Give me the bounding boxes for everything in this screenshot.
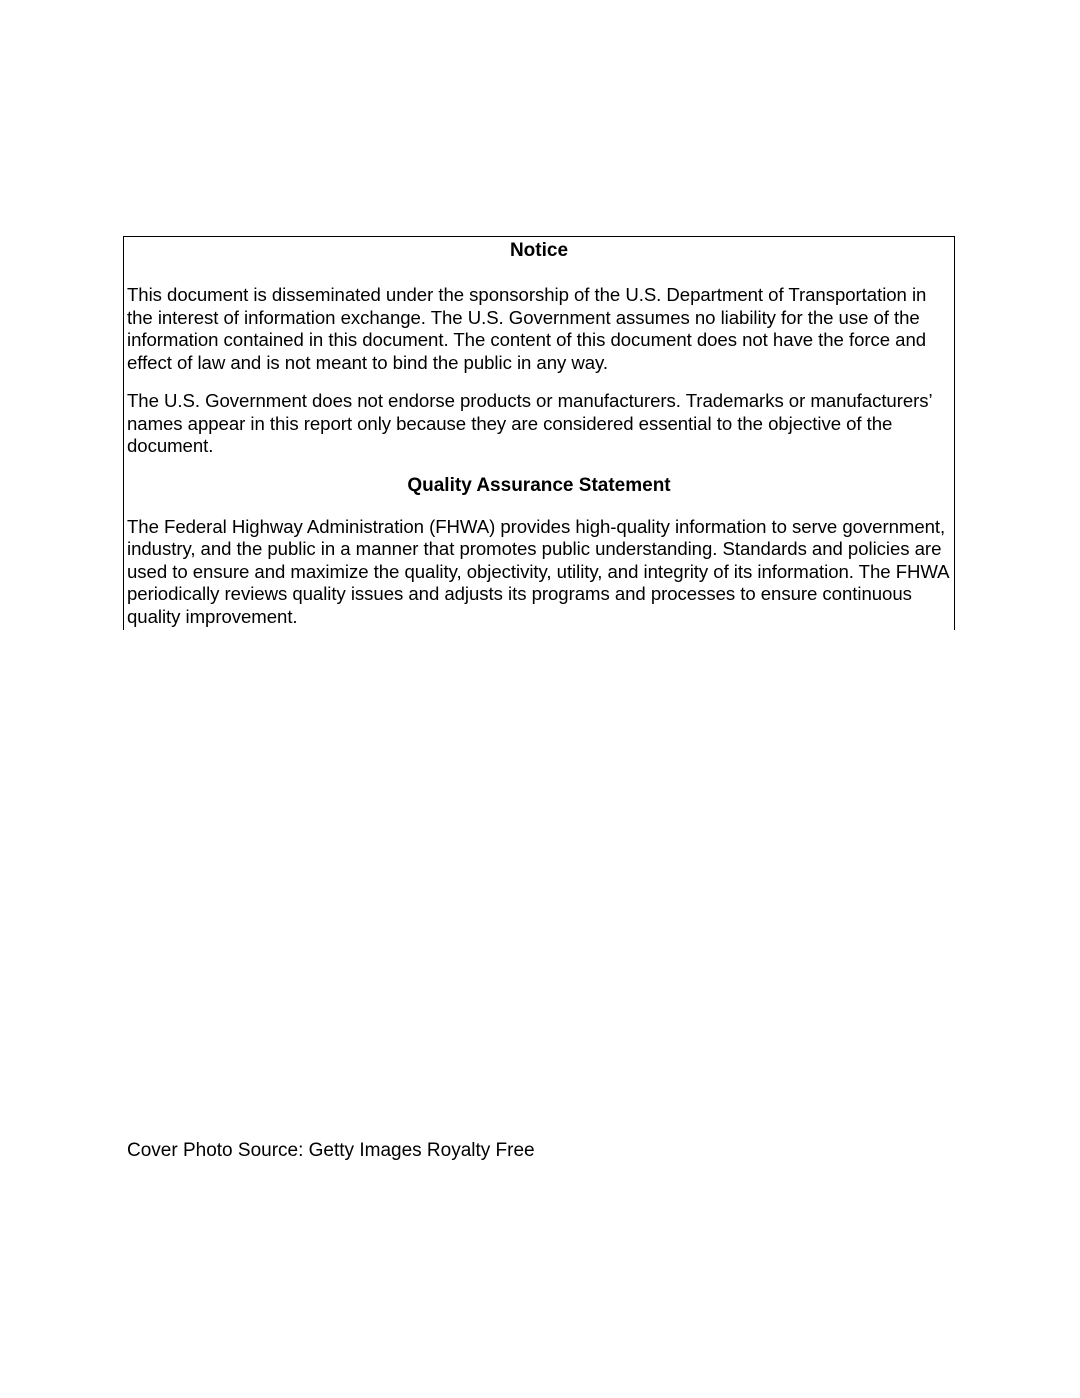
notice-paragraph-endorsement: The U.S. Government does not endorse products or manufacturers. Trademarks or manufacturers’ names appear in this report only because they are considered essential to the objective of the document. [127, 390, 932, 456]
quality-assurance-paragraph: The Federal Highway Administration (FHWA) provides high-quality information to serve government, industry, and the public in a manner that promotes public understanding. Standards and policies are used to ensure and maximize the quality, objectivity, utility, and integrity of its information. The FHWA periodically reviews quality issues and adjusts its programs and processes to ensure continuous quality improvement. [127, 515, 949, 627]
quality-assurance-heading: Quality Assurance Statement [407, 474, 671, 496]
cover-photo-source: Cover Photo Source: Getty Images Royalty Free [127, 1140, 535, 1161]
notice-paragraph-disclaimer: This document is disseminated under the sponsorship of the U.S. Department of Transportation in the interest of information exchange. The U.S. Government assumes no liability for the use of the information contained in this document. The content of this document does not have the force and effect of law and is not meant to bind the public in any way. [127, 284, 927, 373]
notice-heading: Notice [509, 240, 569, 261]
notice-box [123, 236, 955, 630]
